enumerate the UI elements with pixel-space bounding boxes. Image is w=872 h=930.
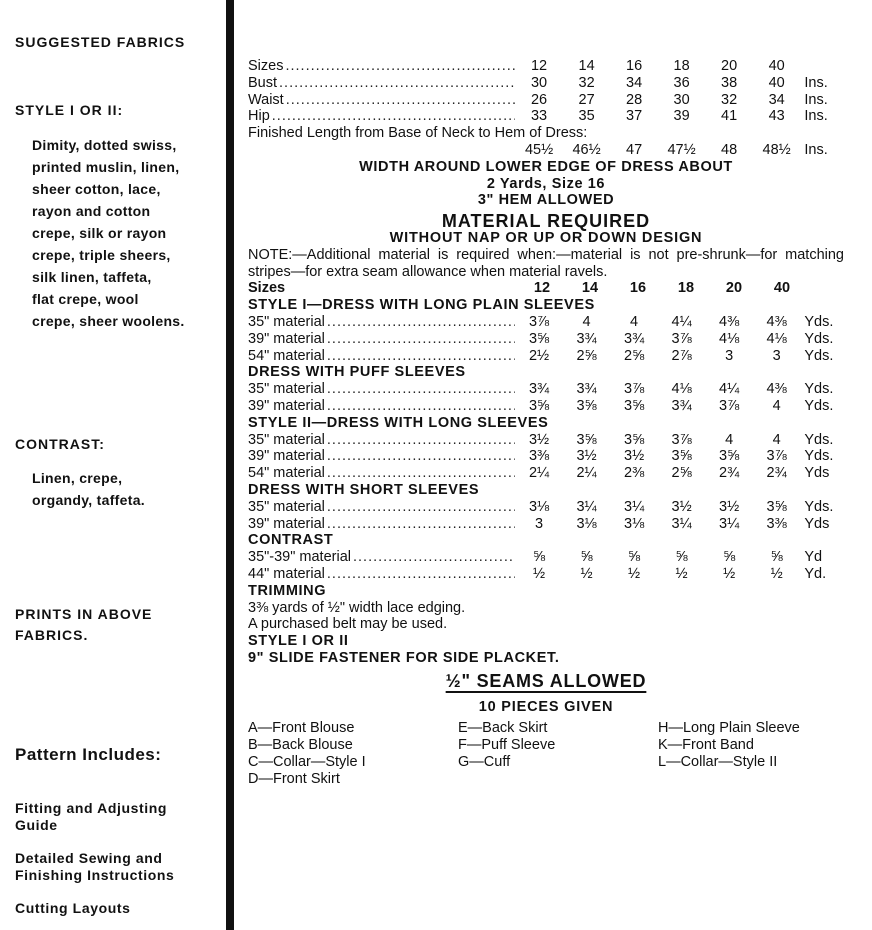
yardage-cell: 2⅞ [671, 347, 692, 364]
piece-item: H—Long Plain Sleeve [658, 720, 800, 737]
row-label: 39" material [248, 397, 325, 414]
yardage-row [248, 448, 844, 465]
unit-label: Yds. [804, 431, 834, 448]
yardage-cell: 3⅞ [719, 397, 740, 414]
fabric-line: flat crepe, wool [32, 291, 139, 307]
fabric-line: crepe, triple sheers, [32, 247, 171, 263]
yardage-cell: 3⅞ [528, 313, 550, 330]
yardage-cell: ⅝ [675, 549, 688, 566]
yardage-cell: 3⅝ [528, 397, 550, 414]
style-heading: STYLE I OR II: [15, 102, 124, 118]
unit-label: Yds [804, 515, 830, 532]
piece-item: G—Cuff [458, 754, 511, 771]
include-cutting-layouts: Cutting Layouts [15, 900, 131, 916]
measurements-table [248, 58, 844, 159]
yardage-cell: 3⅞ [766, 448, 787, 465]
unit-label: Yd [804, 549, 823, 566]
fabric-line: Dimity, dotted swiss, [32, 137, 177, 153]
pieces-given-heading: 10 PIECES GIVEN [478, 699, 614, 716]
yardage-row [248, 331, 844, 348]
yardage-cell: 4⅛ [671, 381, 692, 398]
slide-fastener-line: 9" SLIDE FASTENER FOR SIDE PLACKET. [248, 649, 560, 666]
yardage-cell: 4 [582, 313, 591, 330]
row-label: 44" material [248, 565, 325, 582]
row-label: 35" material [248, 313, 325, 330]
yardage-row [248, 314, 844, 331]
piece-item [458, 771, 658, 788]
yardage-cell: 3 [535, 515, 544, 532]
yardage-row [248, 398, 844, 415]
yardage-cell: 3⅝ [766, 498, 787, 515]
yardage-cell: ⅝ [533, 549, 546, 566]
unit-label: Yd. [804, 565, 827, 582]
yardage-cell: 2¾ [719, 465, 740, 482]
yardage-cell: 3⅝ [624, 431, 645, 448]
contrast-heading: CONTRAST: [15, 436, 105, 452]
yardage-cell: 3⅝ [528, 330, 550, 347]
yardage-cell: 3¼ [719, 515, 740, 532]
yardage-table [248, 297, 844, 583]
left-column [0, 0, 226, 930]
unit-label: Yds. [804, 347, 834, 364]
row-label: 39" material [248, 330, 325, 347]
fabric-line: crepe, sheer woolens. [32, 313, 185, 329]
yardage-cell: 4⅛ [719, 330, 740, 347]
yardage-sizes-header: Sizes 12 14 16 18 20 40 [248, 280, 791, 297]
yardage-cell: 3⅞ [671, 330, 692, 347]
yardage-cell: ½ [533, 565, 546, 582]
unit-label: Yds. [804, 381, 834, 398]
yardage-cell: 3¾ [528, 381, 550, 398]
yardage-row [248, 549, 844, 566]
prints-heading: PRINTS IN ABOVE FABRICS. [15, 606, 153, 643]
piece-item: F—Puff Sleeve [458, 737, 556, 754]
yardage-cell: 4 [725, 431, 734, 448]
style-both-heading: STYLE I OR II [248, 633, 349, 650]
section-heading: DRESS WITH PUFF SLEEVES [248, 364, 466, 381]
yardage-cell: 3½ [719, 498, 740, 515]
yardage-cell: 2¼ [528, 465, 550, 482]
row-label: 35" material [248, 431, 325, 448]
yardage-cell: ½ [723, 565, 736, 582]
pattern-includes-heading: Pattern Includes: [15, 745, 162, 764]
yardage-cell: 3¾ [576, 381, 597, 398]
fabric-line: sheer cotton, lace, [32, 181, 161, 197]
yardage-cell: 2⅝ [624, 347, 645, 364]
include-sewing-instructions: Detailed Sewing and Finishing Instructions [15, 850, 175, 883]
yardage-cell: 3¼ [576, 498, 597, 515]
yardage-row [248, 566, 844, 583]
yardage-cell: ⅝ [628, 549, 641, 566]
fabric-line: rayon and cotton [32, 203, 151, 219]
finished-length-label: Finished Length from Base of Neck to Hem of Dress: [248, 125, 588, 142]
column-divider [226, 0, 234, 930]
yardage-cell: ½ [675, 565, 688, 582]
fabric-line: organdy, taffeta. [32, 492, 145, 508]
yardage-cell: 3⅝ [671, 448, 692, 465]
piece-item: C—Collar—Style I [248, 754, 366, 771]
row-label: 39" material [248, 515, 325, 532]
fabric-line: Linen, crepe, [32, 470, 123, 486]
yardage-row [248, 499, 844, 516]
row-label: 54" material [248, 347, 325, 364]
yardage-cell: ½ [580, 565, 593, 582]
yardage-cell: 3⅛ [576, 515, 597, 532]
yardage-cell: 3 [725, 347, 734, 364]
yardage-cell: 4 [772, 397, 781, 414]
yardage-cell: 3½ [576, 448, 597, 465]
fabric-line: crepe, silk or rayon [32, 225, 167, 241]
without-nap-subtitle: WITHOUT NAP OR UP OR DOWN DESIGN [389, 229, 703, 246]
seams-allowed-heading: ½" SEAMS ALLOWED [445, 670, 647, 691]
yardage-cell: ⅝ [723, 549, 736, 566]
fabric-line: printed muslin, linen, [32, 159, 180, 175]
yardage-cell: 3¾ [576, 330, 597, 347]
yardage-cell: 4¼ [671, 313, 692, 330]
yardage-row [248, 465, 844, 482]
yardage-cell: 2⅝ [671, 465, 692, 482]
yardage-cell: 2¼ [576, 465, 597, 482]
yardage-cell: ⅝ [770, 549, 783, 566]
unit-label: Yds. [804, 313, 834, 330]
yardage-cell: 4⅜ [766, 381, 787, 398]
yardage-cell: 4⅛ [766, 330, 787, 347]
yardage-cell: ½ [628, 565, 641, 582]
section-heading: CONTRAST [248, 532, 334, 549]
style-fabrics-list [32, 134, 185, 332]
yardage-cell: 3⅝ [576, 431, 597, 448]
yardage-cell: 3¼ [671, 515, 692, 532]
piece-item: A—Front Blouse [248, 720, 355, 737]
unit-label: Yds. [804, 397, 834, 414]
row-label: 35" material [248, 381, 325, 398]
section-heading: STYLE I—DRESS WITH LONG PLAIN SLEEVES [248, 297, 595, 314]
yardage-row [248, 381, 844, 398]
yardage-cell: 2¾ [766, 465, 787, 482]
include-fitting-guide: Fitting and Adjusting Guide [15, 800, 168, 833]
trimming-heading: TRIMMING [248, 582, 327, 599]
fabric-line: silk linen, taffeta, [32, 269, 152, 285]
yardage-cell: 3¾ [624, 330, 645, 347]
yardage-cell: 4 [630, 313, 639, 330]
suggested-fabrics-heading: SUGGESTED FABRICS [15, 34, 186, 50]
measure-row-sizes: Sizes ..... 12 14 16 18 20 40 [248, 58, 844, 75]
note-text: NOTE:—Additional material is required when:—material is not pre-shrunk—for matching stripes—for extra seam allowance when material ravels. [248, 246, 844, 280]
width-block: WIDTH AROUND LOWER EDGE OF DRESS ABOUT 2 Yards, Size 16 3" HEM ALLOWED [359, 158, 733, 209]
unit-label: Yds. [804, 448, 834, 465]
measure-row-hip: Hip ..... 33 35 37 39 41 43 Ins. [248, 108, 844, 125]
unit-label: Yds. [804, 330, 834, 347]
yardage-cell: 4⅜ [766, 313, 787, 330]
piece-item: L—Collar—Style II [658, 754, 778, 771]
main-content [248, 58, 844, 788]
yardage-cell: ½ [770, 565, 783, 582]
yardage-cell: 3⅝ [576, 397, 597, 414]
trimming-line: 3⅜ yards of ½" width lace edging. [248, 599, 466, 616]
yardage-cell: 4¼ [719, 381, 740, 398]
yardage-cell: 3⅛ [624, 515, 645, 532]
row-label: 39" material [248, 448, 325, 465]
unit-label: Yds [804, 465, 830, 482]
yardage-cell: 3½ [671, 498, 692, 515]
yardage-cell: 3⅞ [671, 431, 692, 448]
material-required-title: MATERIAL REQUIRED [441, 211, 651, 232]
yardage-cell: 3⅛ [528, 498, 550, 515]
yardage-cell: 2⅜ [624, 465, 645, 482]
piece-item [658, 771, 858, 788]
piece-item: D—Front Skirt [248, 771, 340, 788]
measure-row-bust: Bust ..... 30 32 34 36 38 40 Ins. [248, 75, 844, 92]
contrast-fabrics-list [32, 467, 145, 511]
yardage-cell: 3½ [624, 448, 645, 465]
yardage-row [248, 348, 844, 365]
piece-item: E—Back Skirt [458, 720, 548, 737]
pieces-list [248, 720, 844, 788]
yardage-cell: 2½ [528, 347, 550, 364]
unit-label: Yds. [804, 498, 834, 515]
trimming-line: A purchased belt may be used. [248, 616, 448, 633]
yardage-cell: 3⅜ [528, 448, 550, 465]
finished-length-values: 45½ 46½ 47 47½ 48 48½ Ins. [524, 141, 828, 158]
yardage-cell: 3⅝ [624, 397, 645, 414]
row-label: 35" material [248, 498, 325, 515]
piece-item: B—Back Blouse [248, 737, 353, 754]
yardage-cell: 3¼ [624, 498, 645, 515]
row-label: 54" material [248, 465, 325, 482]
yardage-cell: 3⅜ [766, 515, 787, 532]
yardage-cell: 3⅝ [719, 448, 740, 465]
yardage-cell: 3⅞ [624, 381, 645, 398]
yardage-cell: 3 [772, 347, 781, 364]
yardage-row [248, 432, 844, 449]
yardage-cell: ⅝ [580, 549, 593, 566]
yardage-cell: 2⅝ [576, 347, 597, 364]
yardage-cell: 3¾ [671, 397, 692, 414]
yardage-cell: 3½ [528, 431, 550, 448]
yardage-row [248, 516, 844, 533]
section-heading: DRESS WITH SHORT SLEEVES [248, 481, 480, 498]
yardage-cell: 4 [772, 431, 781, 448]
section-heading: STYLE II—DRESS WITH LONG SLEEVES [248, 414, 549, 431]
piece-item: K—Front Band [658, 737, 754, 754]
measure-row-waist: Waist ..... 26 27 28 30 32 34 Ins. [248, 92, 844, 109]
yardage-cell: 4⅜ [719, 313, 740, 330]
row-label: 35"-39" material [248, 549, 351, 566]
